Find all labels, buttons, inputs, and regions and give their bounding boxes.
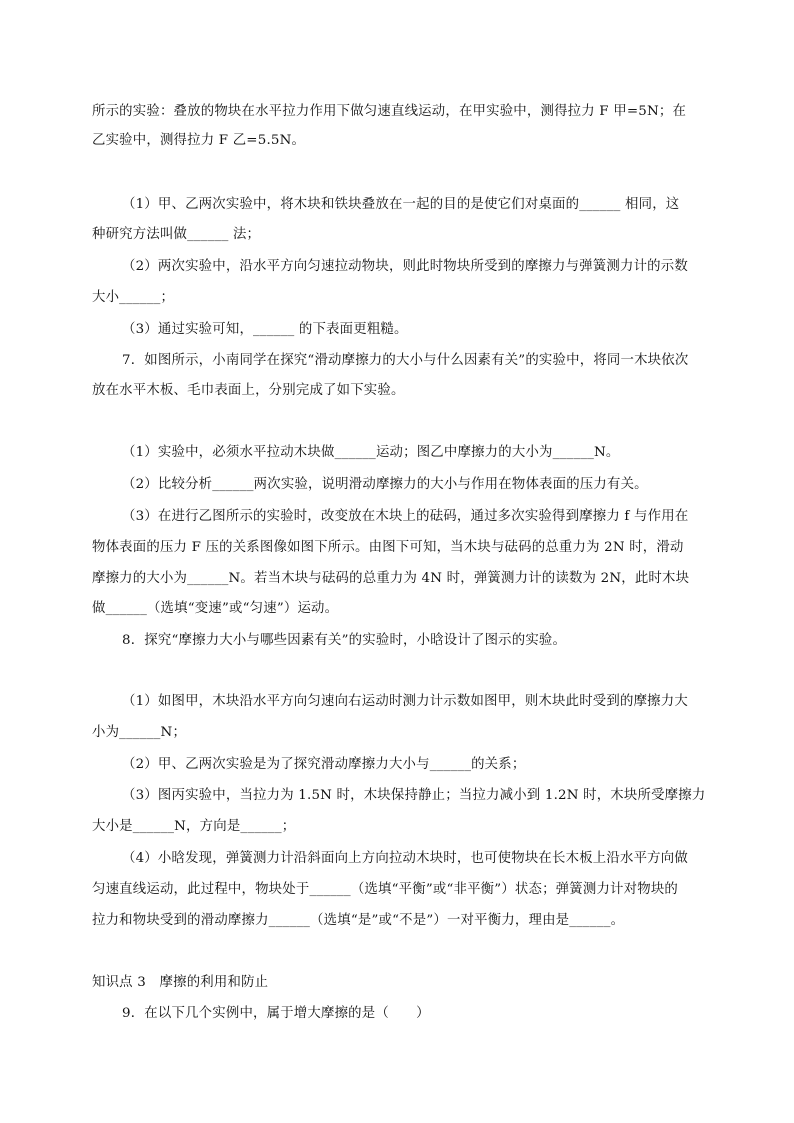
text-line: 种研究方法叫做______ 法；	[92, 227, 261, 242]
text-line: 大小______；	[92, 290, 175, 305]
question-part: （1）甲、乙两次实验中，将木块和铁块叠放在一起的目的是使它们对桌面的______ 相同，这	[122, 197, 680, 212]
text-line: 摩擦力的大小为______N。若当木块与砝码的总重力为 4N 时，弹簧测力计的读数为 2N，此时木块	[92, 571, 690, 586]
question-part: （4）小晗发现，弹簧测力计沿斜面向上方向拉动木块时，也可使物块在长木板上沿水平方向做	[122, 851, 688, 866]
text-line: 乙实验中，测得拉力 F 乙=5.5N。	[92, 133, 306, 148]
question-9-title: 9．在以下几个实例中，属于增大摩擦的是（ ）	[122, 1006, 430, 1021]
question-part: （3）在进行乙图所示的实验时，改变放在木块上的砝码，通过多次实验得到摩擦力 f 与作用在	[122, 509, 689, 524]
text-line: 放在水平木板、毛巾表面上，分别完成了如下实验。	[92, 383, 405, 398]
question-7-title: 7．如图所示，小南同学在探究“滑动摩擦力的大小与什么因素有关”的实验中，将同一木块依次	[122, 353, 689, 368]
question-part: （2）甲、乙两次实验是为了探究滑动摩擦力大小与______的关系；	[122, 757, 526, 772]
text-line: 大小是______N，方向是______；	[92, 819, 296, 834]
text-line: 物体表面的压力 F 压的关系图像如图下所示。由图下可知，当木块与砝码的总重力为 2N 时，滑动	[92, 540, 684, 555]
question-part: （1）如图甲，木块沿水平方向匀速向右运动时测力计示数如图甲，则木块此时受到的摩擦力大	[122, 694, 688, 709]
question-8-title: 8．探究“摩擦力大小与哪些因素有关”的实验时，小晗设计了图示的实验。	[122, 633, 567, 648]
text-line: 所示的实验：叠放的物块在水平拉力作用下做匀速直线运动，在甲实验中，测得拉力 F 甲=5N；在	[92, 104, 687, 119]
question-part: （3）图丙实验中，当拉力为 1.5N 时，木块保持静止；当拉力减小到 1.2N 时，木块所受摩擦力	[122, 788, 706, 803]
question-part: （2）比较分析______两次实验，说明滑动摩擦力的大小与作用在物体表面的压力有关。	[122, 477, 648, 492]
text-line: 匀速直线运动，此过程中，物块处于______（选填“平衡”或“非平衡”）状态；弹簧测力计对物块的	[92, 882, 678, 897]
question-part: （2）两次实验中，沿水平方向匀速拉动物块，则此时物块所受到的摩擦力与弹簧测力计的示数	[122, 259, 688, 274]
text-line: 做______（选填“变速”或“匀速”）运动。	[92, 601, 339, 616]
section-heading: 知识点 3 摩擦的利用和防止	[92, 975, 269, 990]
question-part: （3）通过实验可知，______ 的下表面更粗糙。	[122, 322, 408, 337]
text-line: 小为______N；	[92, 725, 187, 740]
text-line: 拉力和物块受到的滑动摩擦力______（选填“是”或“不是”）一对平衡力，理由是______。	[92, 913, 625, 928]
question-part: （1）实验中，必须水平拉动木块做______运动；图乙中摩擦力的大小为______N。	[122, 445, 620, 460]
